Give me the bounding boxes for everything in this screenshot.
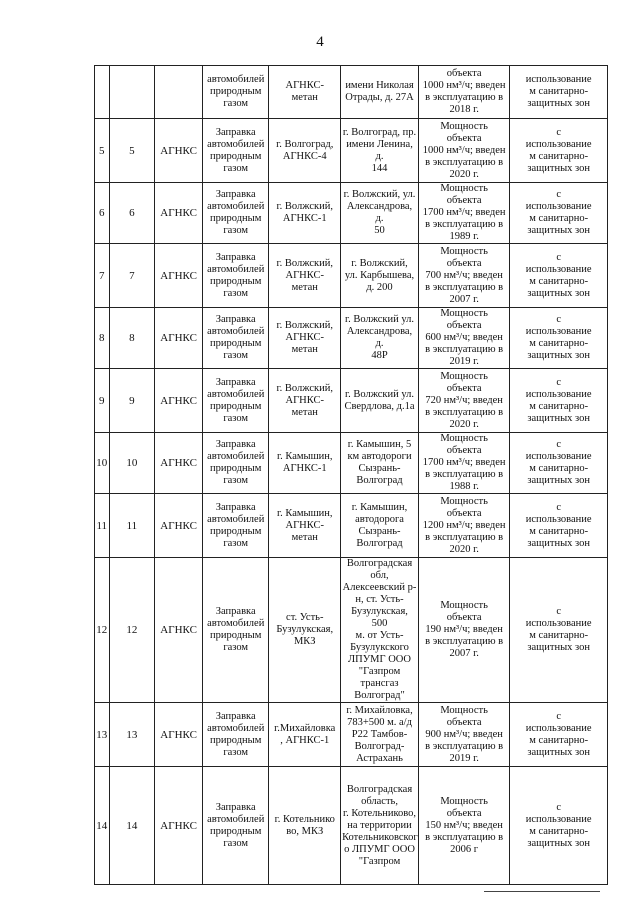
type-cell: АГНКС bbox=[155, 183, 203, 244]
row-number-cell: 13 bbox=[95, 703, 110, 767]
object-cell: г. Волжский, АГНКС-1 bbox=[269, 183, 341, 244]
capacity-cell: Мощность объекта 700 нм³/ч; введен в эксплуатацию в 2007 г. bbox=[418, 244, 509, 308]
note-cell: с использование м санитарно- защитных зон bbox=[510, 119, 608, 183]
object-cell: г. Камышин, АГНКС-1 bbox=[269, 433, 341, 494]
address-cell: г. Волжский, ул. Карбышева, д. 200 bbox=[341, 244, 419, 308]
capacity-cell: Мощность объекта 150 нм³/ч; введен в эксплуатацию в 2006 г bbox=[418, 767, 509, 885]
capacity-cell: Мощность объекта 1000 нм³/ч; введен в эксплуатацию в 2020 г. bbox=[418, 119, 509, 183]
address-cell: г. Камышин, автодорога Сызрань- Волгоград bbox=[341, 494, 419, 558]
row-number-cell: 11 bbox=[95, 494, 110, 558]
name-cell: Заправка автомобилей природным газом bbox=[202, 119, 268, 183]
item-number-cell: 7 bbox=[109, 244, 155, 308]
object-cell: ст. Усть- Бузулукская, МКЗ bbox=[269, 558, 341, 703]
type-cell bbox=[155, 66, 203, 119]
name-cell: Заправка автомобилей природным газом bbox=[202, 369, 268, 433]
type-cell: АГНКС bbox=[155, 369, 203, 433]
item-number-cell: 6 bbox=[109, 183, 155, 244]
note-cell: использование м санитарно- защитных зон bbox=[510, 66, 608, 119]
item-number-cell: 12 bbox=[109, 558, 155, 703]
note-cell: с использование м санитарно- защитных зон bbox=[510, 433, 608, 494]
note-cell: с использование м санитарно- защитных зон bbox=[510, 703, 608, 767]
table-row bbox=[95, 308, 608, 369]
object-cell: г.Михайловка , АГНКС-1 bbox=[269, 703, 341, 767]
object-cell: г. Волгоград, АГНКС-4 bbox=[269, 119, 341, 183]
item-number-cell: 13 bbox=[109, 703, 155, 767]
note-cell: с использование м санитарно- защитных зон bbox=[510, 369, 608, 433]
table-row bbox=[95, 558, 608, 703]
table-row bbox=[95, 119, 608, 183]
object-cell: г. Волжский, АГНКС- метан bbox=[269, 244, 341, 308]
table-row bbox=[95, 244, 608, 308]
row-number-cell: 8 bbox=[95, 308, 110, 369]
object-cell: г. Котельнико во, МКЗ bbox=[269, 767, 341, 885]
name-cell: Заправка автомобилей природным газом bbox=[202, 244, 268, 308]
address-cell: Волгоградская область, г. Котельниково, на территории Котельниковског о ЛПУМГ ООО "Газпром bbox=[341, 767, 419, 885]
item-number-cell: 5 bbox=[109, 119, 155, 183]
capacity-cell: Мощность объекта 900 нм³/ч; введен в эксплуатацию в 2019 г. bbox=[418, 703, 509, 767]
item-number-cell: 8 bbox=[109, 308, 155, 369]
item-number-cell: 11 bbox=[109, 494, 155, 558]
row-number-cell: 6 bbox=[95, 183, 110, 244]
table-row bbox=[95, 494, 608, 558]
name-cell: Заправка автомобилей природным газом bbox=[202, 703, 268, 767]
capacity-cell: объекта 1000 нм³/ч; введен в эксплуатацию в 2018 г. bbox=[418, 66, 509, 119]
capacity-cell: Мощность объекта 1700 нм³/ч; введен в эксплуатацию в 1989 г. bbox=[418, 183, 509, 244]
table-row bbox=[95, 703, 608, 767]
type-cell: АГНКС bbox=[155, 494, 203, 558]
object-cell: г. Камышин, АГНКС- метан bbox=[269, 494, 341, 558]
capacity-cell: Мощность объекта 1700 нм³/ч; введен в эксплуатацию в 1988 г. bbox=[418, 433, 509, 494]
note-cell: с использование м санитарно- защитных зон bbox=[510, 494, 608, 558]
item-number-cell: 9 bbox=[109, 369, 155, 433]
capacity-cell: Мощность объекта 190 нм³/ч; введен в эксплуатацию в 2007 г. bbox=[418, 558, 509, 703]
type-cell: АГНКС bbox=[155, 433, 203, 494]
address-cell: имени Николая Отрады, д. 27А bbox=[341, 66, 419, 119]
object-cell: АГНКС- метан bbox=[269, 66, 341, 119]
note-cell: с использование м санитарно- защитных зон bbox=[510, 244, 608, 308]
address-cell: г. Волгоград, пр. имени Ленина, д. 144 bbox=[341, 119, 419, 183]
type-cell: АГНКС bbox=[155, 308, 203, 369]
table-row bbox=[95, 66, 608, 119]
note-cell: с использование м санитарно- защитных зон bbox=[510, 767, 608, 885]
table-row bbox=[95, 369, 608, 433]
row-number-cell: 10 bbox=[95, 433, 110, 494]
row-number-cell: 14 bbox=[95, 767, 110, 885]
object-cell: г. Волжский, АГНКС- метан bbox=[269, 369, 341, 433]
name-cell: Заправка автомобилей природным газом bbox=[202, 767, 268, 885]
address-cell: г. Михайловка, 783+500 м. а/д Р22 Тамбов- Волгоград- Астрахань bbox=[341, 703, 419, 767]
facilities-table bbox=[94, 65, 608, 885]
note-cell: с использование м санитарно- защитных зон bbox=[510, 308, 608, 369]
capacity-cell: Мощность объекта 600 нм³/ч; введен в эксплуатацию в 2019 г. bbox=[418, 308, 509, 369]
table-row bbox=[95, 767, 608, 885]
address-cell: г. Камышин, 5 км автодороги Сызрань- Волгоград bbox=[341, 433, 419, 494]
address-cell: г. Волжский ул. Александрова, д. 48Р bbox=[341, 308, 419, 369]
table-body bbox=[95, 66, 608, 885]
footer-rule bbox=[484, 891, 600, 892]
type-cell: АГНКС bbox=[155, 244, 203, 308]
address-cell: г. Волжский ул. Свердлова, д.1а bbox=[341, 369, 419, 433]
name-cell: Заправка автомобилей природным газом bbox=[202, 558, 268, 703]
object-cell: г. Волжский, АГНКС- метан bbox=[269, 308, 341, 369]
capacity-cell: Мощность объекта 720 нм³/ч; введен в эксплуатацию в 2020 г. bbox=[418, 369, 509, 433]
type-cell: АГНКС bbox=[155, 703, 203, 767]
row-number-cell: 7 bbox=[95, 244, 110, 308]
row-number-cell: 9 bbox=[95, 369, 110, 433]
address-cell: г. Волжский, ул. Александрова, д. 50 bbox=[341, 183, 419, 244]
name-cell: Заправка автомобилей природным газом bbox=[202, 433, 268, 494]
type-cell: АГНКС bbox=[155, 119, 203, 183]
note-cell: с использование м санитарно- защитных зон bbox=[510, 183, 608, 244]
row-number-cell: 5 bbox=[95, 119, 110, 183]
name-cell: Заправка автомобилей природным газом bbox=[202, 183, 268, 244]
page-number: 4 bbox=[316, 34, 324, 50]
table-row bbox=[95, 183, 608, 244]
name-cell: Заправка автомобилей природным газом bbox=[202, 308, 268, 369]
item-number-cell bbox=[109, 66, 155, 119]
address-cell: Волгоградская обл, Алексеевский р- н, ст. Усть- Бузулукская, 500 м. от Усть- Бузулукского ЛПУМГ ООО "Газпром трансгаз Волгоград" bbox=[341, 558, 419, 703]
type-cell: АГНКС bbox=[155, 767, 203, 885]
table-row bbox=[95, 433, 608, 494]
type-cell: АГНКС bbox=[155, 558, 203, 703]
note-cell: с использование м санитарно- защитных зон bbox=[510, 558, 608, 703]
item-number-cell: 14 bbox=[109, 767, 155, 885]
row-number-cell bbox=[95, 66, 110, 119]
name-cell: Заправка автомобилей природным газом bbox=[202, 494, 268, 558]
row-number-cell: 12 bbox=[95, 558, 110, 703]
capacity-cell: Мощность объекта 1200 нм³/ч; введен в эксплуатацию в 2020 г. bbox=[418, 494, 509, 558]
item-number-cell: 10 bbox=[109, 433, 155, 494]
name-cell: автомобилей природным газом bbox=[202, 66, 268, 119]
